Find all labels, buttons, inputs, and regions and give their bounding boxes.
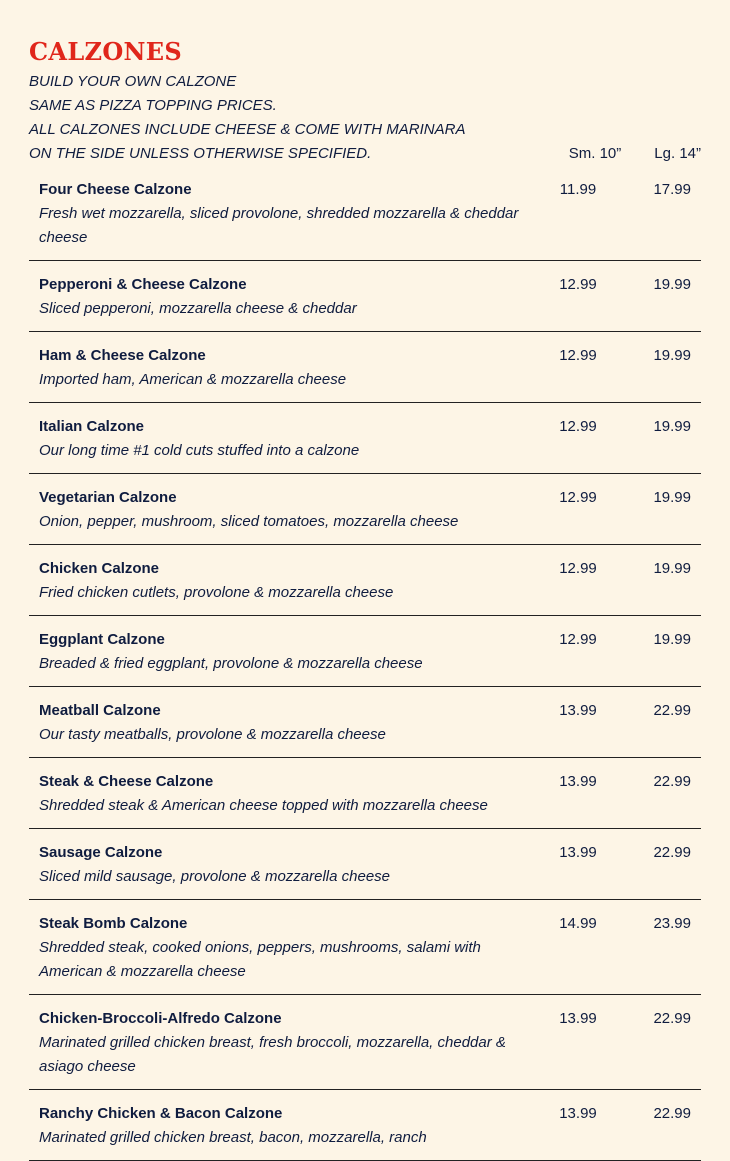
price-small: 12.99 (559, 631, 597, 648)
menu-item-prices (529, 557, 701, 605)
calzones-section (29, 38, 701, 1161)
price-large: 22.99 (653, 1010, 691, 1027)
menu-item (29, 403, 701, 474)
menu-item-description: Marinated grilled chicken breast, bacon, mozzarella, ranch (39, 1129, 427, 1146)
price-small: 12.99 (559, 276, 597, 293)
price-small: 12.99 (559, 347, 597, 364)
menu-item-description: Our long time #1 cold cuts stuffed into a calzone (39, 442, 360, 459)
menu-item-name: Chicken Calzone (39, 560, 160, 577)
price-large: 19.99 (653, 276, 691, 293)
menu-item-name: Meatball Calzone (39, 702, 161, 719)
menu-item (29, 1090, 701, 1161)
menu-item-text (39, 841, 519, 889)
menu-item (29, 995, 701, 1090)
menu-item-name: Eggplant Calzone (39, 631, 165, 648)
menu-item (29, 545, 701, 616)
menu-item-description: Imported ham, American & mozzarella cheese (39, 371, 347, 388)
menu-item (29, 166, 701, 261)
intro-line: ON THE SIDE UNLESS OTHERWISE SPECIFIED. (29, 145, 372, 162)
price-small: 13.99 (559, 1105, 597, 1122)
menu-item-prices (529, 1007, 701, 1079)
menu-item-description: Our tasty meatballs, provolone & mozzarella cheese (39, 726, 386, 743)
price-large: 19.99 (653, 489, 691, 506)
price-large: 19.99 (653, 631, 691, 648)
menu-item-name: Ham & Cheese Calzone (39, 347, 206, 364)
intro-line: BUILD YOUR OWN CALZONE (29, 73, 237, 90)
menu-item-prices (529, 178, 701, 250)
menu-item-text (39, 344, 519, 392)
menu-item (29, 900, 701, 995)
price-small: 13.99 (559, 702, 597, 719)
price-small: 13.99 (559, 773, 597, 790)
price-small: 12.99 (559, 560, 597, 577)
menu-item-name: Chicken-Broccoli-Alfredo Calzone (39, 1010, 282, 1027)
menu-item-name: Pepperoni & Cheese Calzone (39, 276, 247, 293)
section-title: CALZONES (29, 37, 182, 66)
price-small: 13.99 (559, 1010, 597, 1027)
price-large: 17.99 (653, 181, 691, 198)
intro-line: ALL CALZONES INCLUDE CHEESE & COME WITH MARINARA (29, 121, 466, 138)
menu-item-text (39, 557, 519, 605)
menu-item-description: Onion, pepper, mushroom, sliced tomatoes, mozzarella cheese (39, 513, 459, 530)
price-large: 19.99 (653, 418, 691, 435)
menu-item-prices (529, 486, 701, 534)
price-small: 14.99 (559, 915, 597, 932)
menu-item-text (39, 178, 519, 250)
price-large: 19.99 (653, 560, 691, 577)
menu-item-name: Vegetarian Calzone (39, 489, 177, 506)
menu-item-prices (529, 273, 701, 321)
price-large: 22.99 (653, 1105, 691, 1122)
menu-item-name: Italian Calzone (39, 418, 145, 435)
size-headers (549, 142, 701, 166)
menu-item-description: Fresh wet mozzarella, sliced provolone, shredded mozzarella & cheddar cheese (39, 205, 519, 246)
menu-item-name: Sausage Calzone (39, 844, 163, 861)
menu-item (29, 687, 701, 758)
price-large: 22.99 (653, 773, 691, 790)
menu-item (29, 616, 701, 687)
price-large: 23.99 (653, 915, 691, 932)
price-small: 12.99 (559, 489, 597, 506)
price-large: 19.99 (653, 347, 691, 364)
menu-item-name: Four Cheese Calzone (39, 181, 192, 198)
menu-item-name: Steak Bomb Calzone (39, 915, 188, 932)
menu-item-prices (529, 344, 701, 392)
menu-item-text (39, 770, 519, 818)
menu-item-text (39, 1102, 519, 1150)
menu-item-text (39, 415, 519, 463)
menu-item-description: Breaded & fried eggplant, provolone & mozzarella cheese (39, 655, 423, 672)
menu-item (29, 261, 701, 332)
menu-item-prices (529, 415, 701, 463)
menu-item-text (39, 273, 519, 321)
menu-item-description: Fried chicken cutlets, provolone & mozzarella cheese (39, 584, 394, 601)
menu-item-prices (529, 841, 701, 889)
menu-item-text (39, 628, 519, 676)
price-large: 22.99 (653, 702, 691, 719)
menu-item-text (39, 912, 519, 984)
menu-item-prices (529, 912, 701, 984)
menu-item-description: Sliced mild sausage, provolone & mozzarella cheese (39, 868, 391, 885)
menu-items-list (29, 166, 701, 1161)
menu-item-text (39, 1007, 519, 1079)
price-large: 22.99 (653, 844, 691, 861)
menu-item-prices (529, 1102, 701, 1150)
menu-item (29, 829, 701, 900)
menu-item-prices (529, 628, 701, 676)
menu-item (29, 332, 701, 403)
size-small-header: Sm. 10” (568, 145, 622, 162)
price-small: 13.99 (559, 844, 597, 861)
menu-item-name: Steak & Cheese Calzone (39, 773, 214, 790)
menu-item-text (39, 486, 519, 534)
menu-item (29, 758, 701, 829)
menu-item-description: Shredded steak & American cheese topped with mozzarella cheese (39, 797, 488, 814)
menu-item-description: Sliced pepperoni, mozzarella cheese & cheddar (39, 300, 357, 317)
menu-item-prices (529, 699, 701, 747)
intro-line: SAME AS PIZZA TOPPING PRICES. (29, 97, 277, 114)
intro-row-with-sizes (29, 142, 701, 166)
menu-item-description: Marinated grilled chicken breast, fresh broccoli, mozzarella, cheddar & asiago cheese (39, 1034, 506, 1075)
menu-item-text (39, 699, 519, 747)
price-small: 12.99 (559, 418, 597, 435)
price-small: 11.99 (559, 181, 597, 198)
menu-item-name: Ranchy Chicken & Bacon Calzone (39, 1105, 283, 1122)
size-large-header: Lg. 14” (654, 145, 701, 162)
menu-item-description: Shredded steak, cooked onions, peppers, mushrooms, salami with American & mozzarella cheese (39, 939, 481, 980)
menu-item (29, 474, 701, 545)
menu-item-prices (529, 770, 701, 818)
